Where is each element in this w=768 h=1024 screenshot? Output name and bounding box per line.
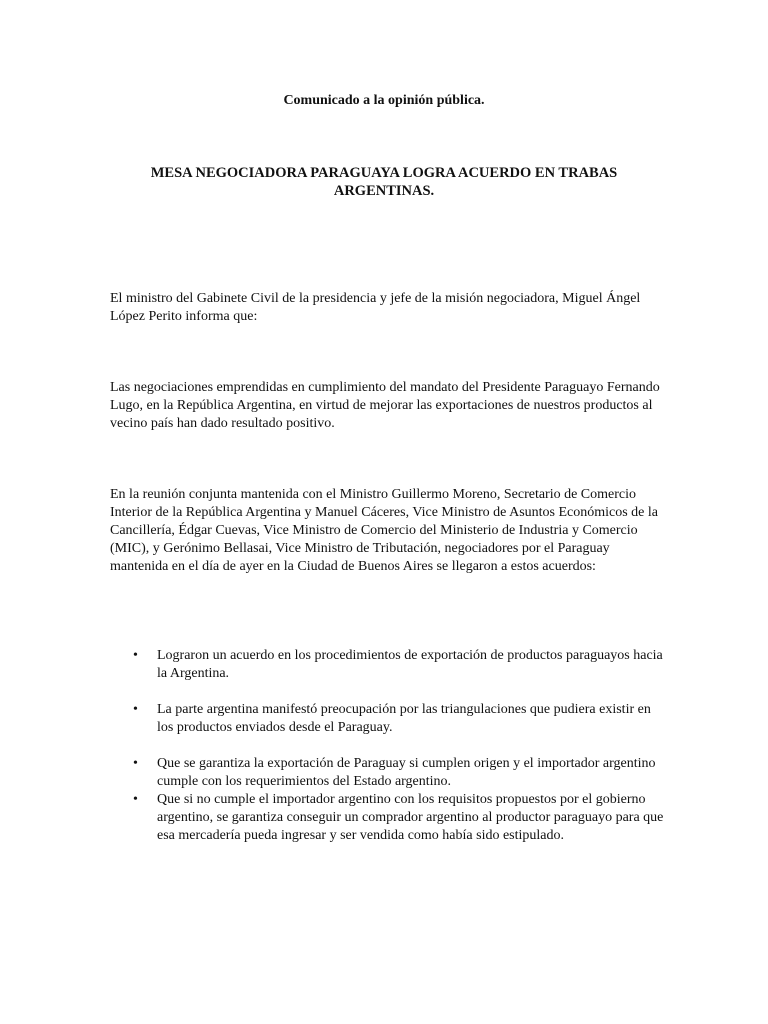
- list-item-text: Que si no cumple el importador argentino con los requisitos propuestos por el gobierno argentino, se garantiza conseguir un comprador argentino al productor paraguayo para que esa mercadería pueda ingresar y ser vendida como había sido estipulado.: [157, 792, 664, 843]
- document-headline: MESA NEGOCIADORA PARAGUAYA LOGRA ACUERDO EN TRABAS ARGENTINAS.: [150, 165, 618, 199]
- list-item: [110, 647, 670, 683]
- bullet-icon: •: [133, 702, 138, 717]
- paragraph-negotiations: Las negociaciones emprendidas en cumplimiento del mandato del Presidente Paraguayo Fernando Lugo, en la República Argentina, en virtud de mejorar las exportaciones de nuestros productos al vecino país han dado resultado positivo.: [110, 380, 660, 431]
- paragraph-meeting: En la reunión conjunta mantenida con el Ministro Guillermo Moreno, Secretario de Comercio Interior de la República Argentina y Manuel Cáceres, Vice Ministro de Asuntos Económicos de la Cancillería, Édgar Cuevas, Vice Ministro de Comercio del Ministerio de Industria y Comercio (MIC), y Gerónimo Bellasai, Vice Ministro de Tributación, negociadores por el Paraguay mantenida en el día de ayer en la Ciudad de Buenos Aires se llegaron a estos acuerdos:: [110, 487, 659, 574]
- bullet-icon: •: [133, 756, 138, 771]
- paragraph-intro: El ministro del Gabinete Civil de la presidencia y jefe de la misión negociadora, Miguel Ángel López Perito informa que:: [110, 291, 641, 324]
- list-item-text: Que se garantiza la exportación de Paraguay si cumplen origen y el importador argentino cumple con los requerimientos del Estado argentino.: [157, 756, 656, 789]
- bullet-icon: •: [133, 648, 138, 663]
- bullet-icon: •: [133, 792, 138, 807]
- list-item-text: Lograron un acuerdo en los procedimientos de exportación de productos paraguayos hacia la Argentina.: [157, 648, 663, 681]
- list-item: [110, 791, 670, 845]
- document-title: Comunicado a la opinión pública.: [283, 93, 485, 108]
- list-item: [110, 755, 670, 791]
- agreements-list: [110, 647, 670, 845]
- list-item-text: La parte argentina manifestó preocupación por las triangulaciones que pudiera existir en los productos enviados desde el Paraguay.: [157, 702, 651, 735]
- list-item: [110, 701, 670, 737]
